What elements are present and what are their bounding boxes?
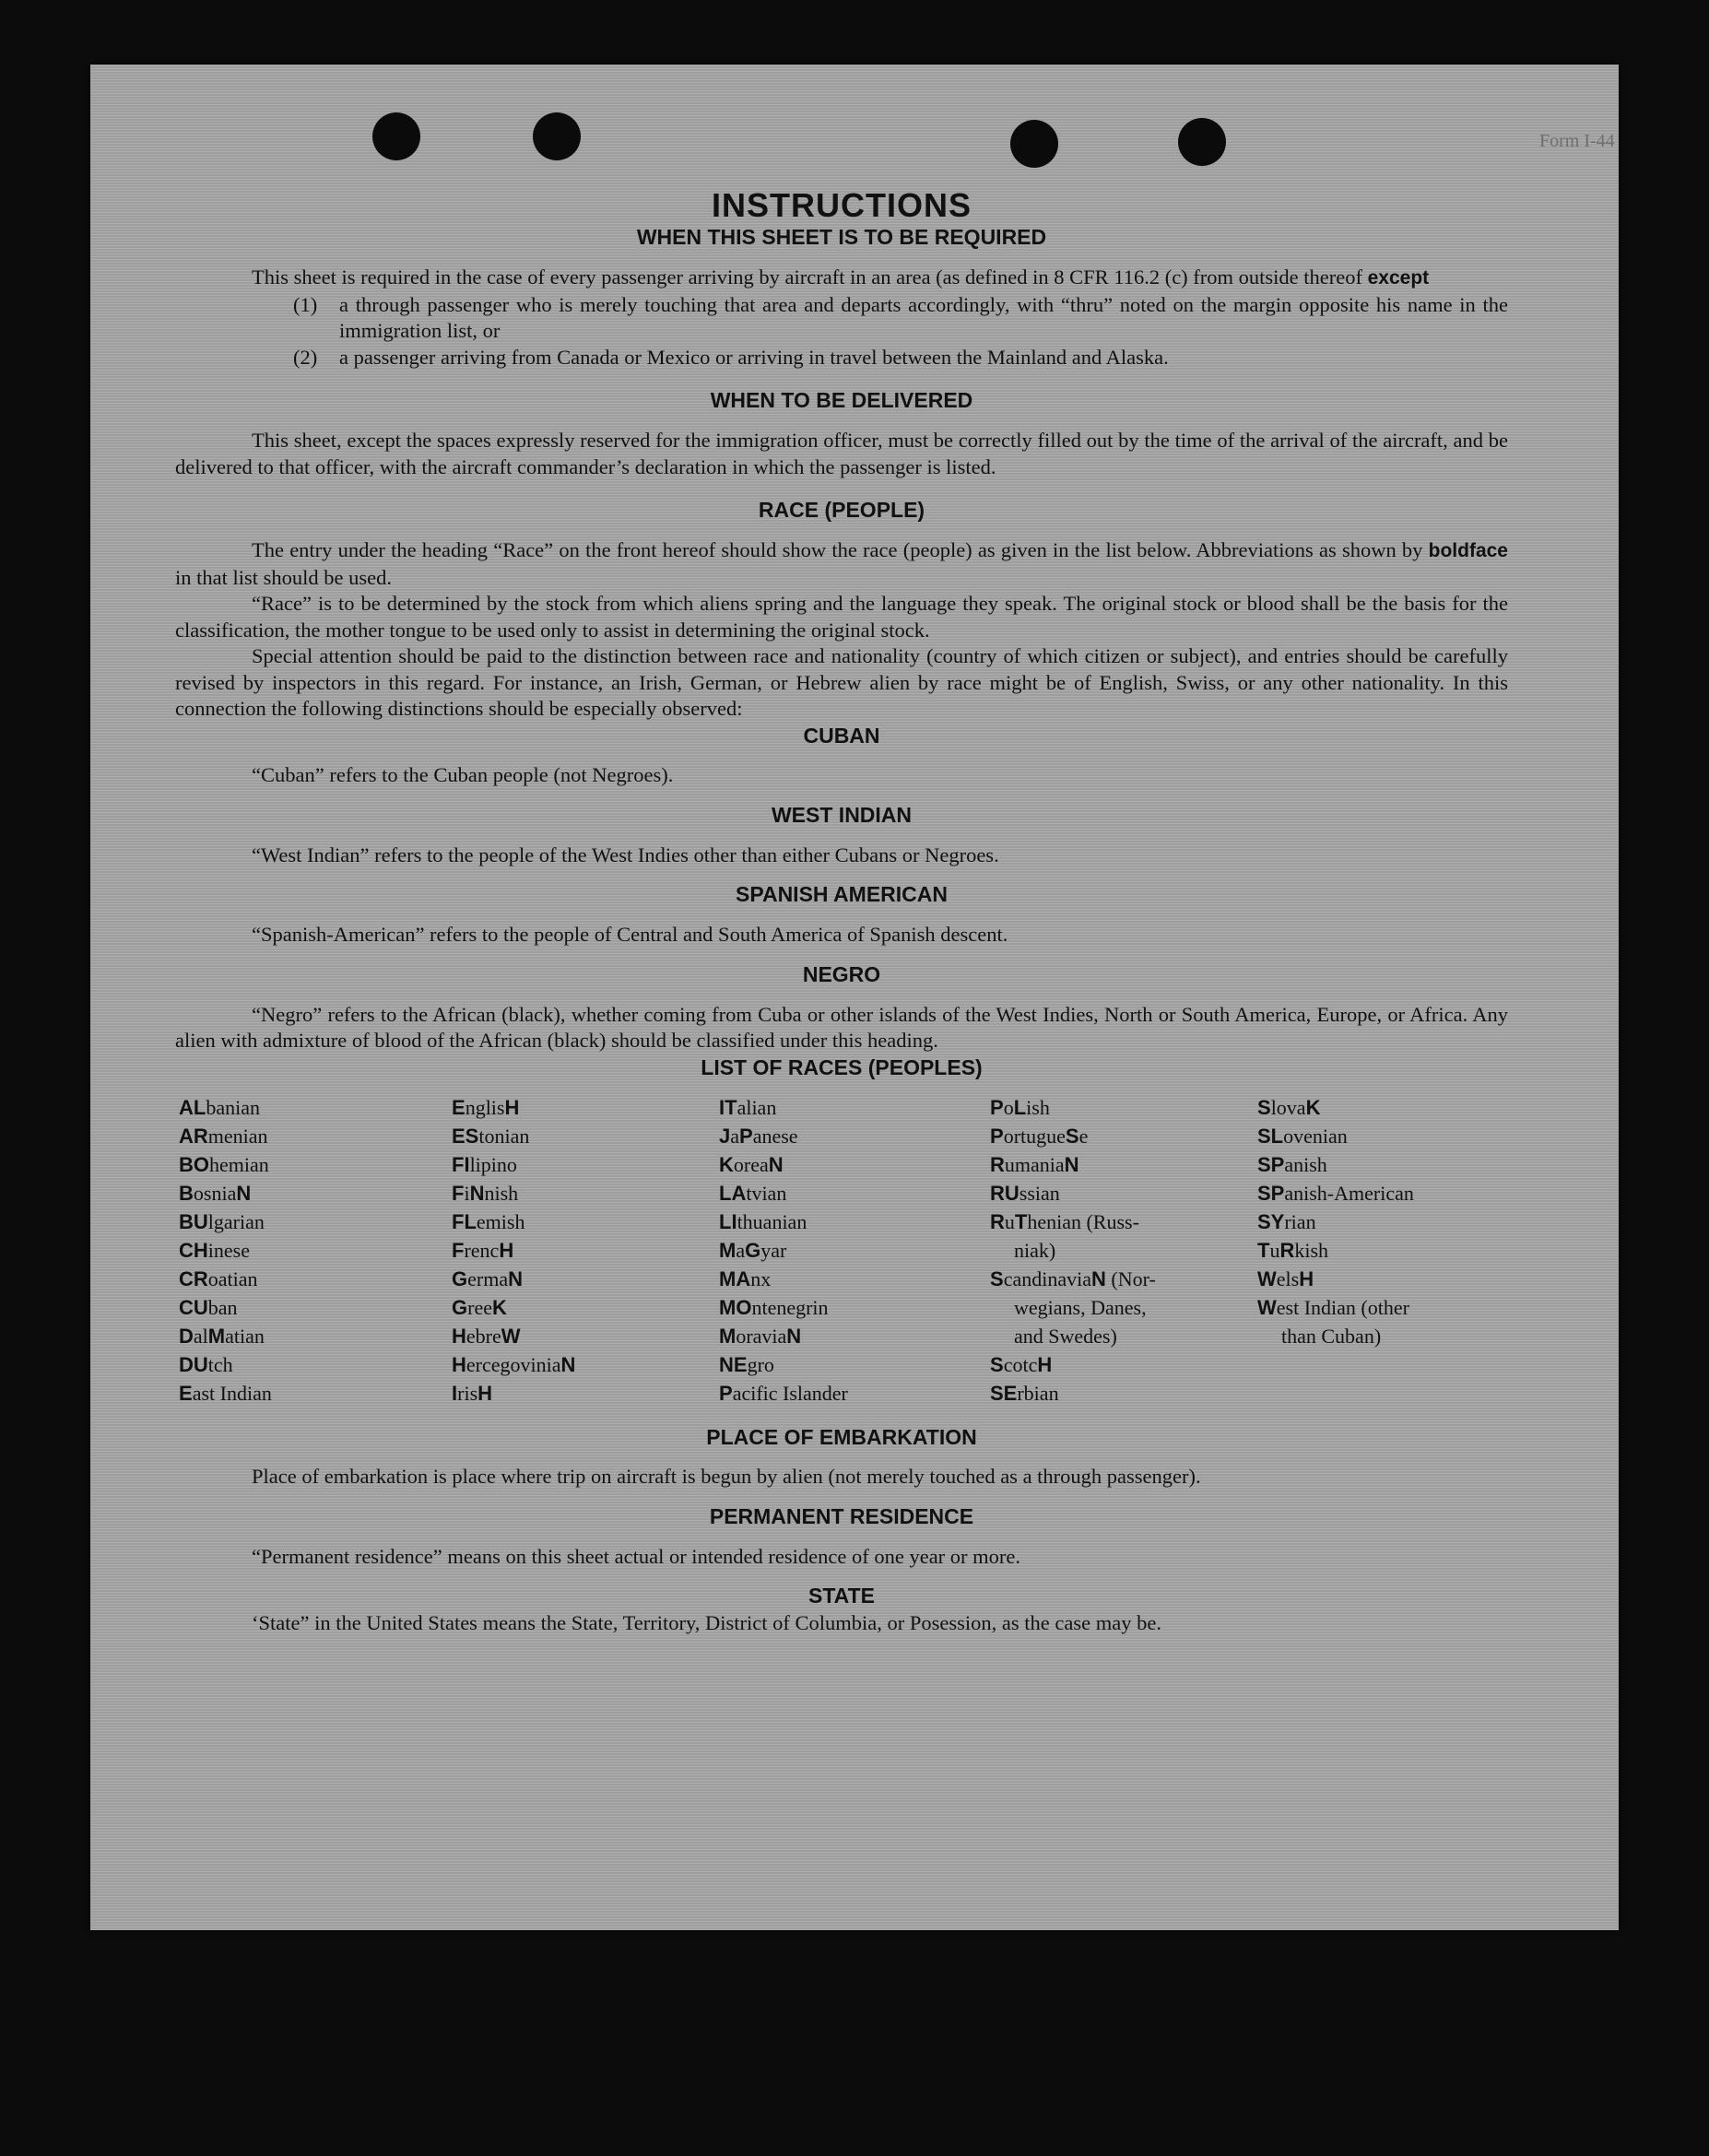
race-entry: RumaniaN [990, 1152, 1079, 1176]
race-entry: EnglisH [452, 1095, 520, 1119]
race-entry: CHinese [179, 1238, 250, 1262]
race-entry: SPanish-American [1257, 1181, 1414, 1205]
punch-hole-2 [533, 112, 581, 160]
race-entry: IrisH [452, 1381, 493, 1405]
heading-state: STATE [808, 1584, 875, 1608]
race-list [175, 1093, 1508, 1408]
race-entry: JaPanese [719, 1124, 798, 1148]
race-entry: ALbanian [179, 1095, 260, 1119]
residence-text: “Permanent residence” means on this sheet actual or intended residence of one year or more. [252, 1544, 1021, 1568]
cuban-text: “Cuban” refers to the Cuban people (not Negroes). [252, 763, 674, 787]
race-entry: FiNnish [452, 1181, 519, 1205]
race-entry: SErbian [990, 1381, 1059, 1405]
race-entry: BosniaN [179, 1181, 252, 1205]
race-entry: MAnx [719, 1267, 772, 1290]
race-paragraph-2: “Race” is to be determined by the stock from which aliens spring and the language they speak. The original stock or blood shall be the basis for the classification, the mother tongue to be used only to assist in determining the original stock. [175, 592, 1508, 642]
race-entry: MaGyar [719, 1238, 787, 1262]
heading-race: RACE (PEOPLE) [758, 498, 925, 523]
race-entry: Pacific Islander [719, 1381, 848, 1405]
race-entry: BOhemian [179, 1152, 269, 1176]
race-entry: BUlgarian [179, 1209, 265, 1233]
race-entry: wegians, Danes, [1014, 1295, 1147, 1319]
heading-when-required: WHEN THIS SHEET IS TO BE REQUIRED [636, 225, 1047, 250]
race-entry: East Indian [179, 1381, 272, 1405]
spanish-american-text: “Spanish-American” refers to the people of Central and South America of Spanish descent. [252, 923, 1008, 947]
required-item-1: (1) a through passenger who is merely touching that area and departs accordingly, with “thru” noted on the margin opposite his name in the immigration list, or [293, 292, 1508, 343]
race-entry: ITalian [719, 1095, 777, 1119]
race-entry: PortugueSe [990, 1124, 1089, 1148]
instructions-content [175, 186, 1508, 1637]
race-entry: SPanish [1257, 1152, 1327, 1176]
heading-list-of-races: LIST OF RACES (PEOPLES) [701, 1054, 983, 1079]
state-text: ‘State” in the United States means the State, Territory, District of Columbia, or Posession, as the case may be. [252, 1611, 1161, 1635]
race-entry: FLemish [452, 1209, 525, 1233]
race-entry: West Indian (other [1257, 1295, 1409, 1319]
race-entry: SlovaK [1257, 1095, 1321, 1119]
required-intro: This sheet is required in the case of every passenger arriving by aircraft in an area (as defined in 8 CFR 116.2 (c) from outside thereof except [252, 265, 1430, 289]
race-entry: SLovenian [1257, 1124, 1348, 1148]
heading-embarkation: PLACE OF EMBARKATION [706, 1424, 977, 1449]
heading-when-delivered: WHEN TO BE DELIVERED [710, 388, 973, 413]
document-sheet [90, 65, 1619, 1930]
form-number: Form I-44 [1539, 131, 1615, 151]
race-entry: FIlipino [452, 1152, 517, 1176]
race-entry: PoLish [990, 1095, 1050, 1119]
heading-cuban: CUBAN [803, 723, 880, 748]
race-paragraph-1: The entry under the heading “Race” on the front hereof should show the race (people) as given in the list below. Abbreviations as shown by boldface in that list should be used. [175, 538, 1508, 589]
race-column-1 [179, 1093, 452, 1408]
race-entry: ARmenian [179, 1124, 268, 1148]
race-entry: HercegoviniaN [452, 1352, 576, 1376]
race-entry: ScandinaviaN (Nor- [990, 1267, 1156, 1290]
race-entry: CUban [179, 1295, 238, 1319]
race-entry: DalMatian [179, 1324, 265, 1348]
heading-negro: NEGRO [802, 961, 881, 986]
race-entry: HebreW [452, 1324, 521, 1348]
race-column-4 [990, 1093, 1257, 1408]
race-entry: NEgro [719, 1352, 774, 1376]
race-column-2 [452, 1093, 719, 1408]
race-entry: CRoatian [179, 1267, 258, 1290]
race-entry: TuRkish [1257, 1238, 1329, 1262]
page-title: INSTRUCTIONS [712, 186, 972, 224]
race-entry: LIthuanian [719, 1209, 807, 1233]
race-entry: ScotcH [990, 1352, 1053, 1376]
race-entry: MoraviaN [719, 1324, 802, 1348]
race-entry: KoreaN [719, 1152, 784, 1176]
delivered-text: This sheet, except the spaces expressly reserved for the immigration officer, must be correctly filled out by the time of the arrival of the aircraft, and be delivered to that officer, with the aircraft commander’s declaration in which the passenger is listed. [175, 429, 1508, 478]
race-entry: WelsH [1257, 1267, 1314, 1290]
west-indian-text: “West Indian” refers to the people of the West Indies other than either Cubans or Negroes. [252, 842, 999, 866]
race-entry: LAtvian [719, 1181, 787, 1205]
punch-hole-4 [1178, 118, 1226, 166]
race-column-5 [1257, 1093, 1506, 1408]
race-column-3 [719, 1093, 990, 1408]
race-entry: MOntenegrin [719, 1295, 829, 1319]
race-entry: and Swedes) [1014, 1324, 1117, 1348]
race-entry: RuThenian (Russ- [990, 1209, 1139, 1233]
required-item-2: (2) a passenger arriving from Canada or Mexico or arriving in travel between the Mainland and Alaska. [293, 345, 1169, 369]
race-entry: FrencH [452, 1238, 514, 1262]
race-entry: GreeK [452, 1295, 507, 1319]
punch-hole-1 [372, 112, 420, 160]
embarkation-text: Place of embarkation is place where trip on aircraft is begun by alien (not merely touched as a through passenger). [252, 1465, 1201, 1489]
except-bold: except [1367, 267, 1430, 289]
negro-text: “Negro” refers to the African (black), whether coming from Cuba or other islands of the West Indies, North or South America, Europe, or Africa. Any alien with admixture of blood of the African (black) should be classified under this heading. [175, 1002, 1508, 1053]
heading-permanent-residence: PERMANENT RESIDENCE [709, 1503, 974, 1528]
race-entry: than Cuban) [1281, 1324, 1382, 1348]
race-entry: RUssian [990, 1181, 1060, 1205]
punch-hole-3 [1010, 120, 1058, 168]
race-entry: EStonian [452, 1124, 530, 1148]
heading-spanish-american: SPANISH AMERICAN [735, 882, 948, 907]
race-entry: niak) [1014, 1238, 1056, 1262]
race-entry: GermaN [452, 1267, 523, 1290]
race-entry: DUtch [179, 1352, 233, 1376]
race-entry: SYrian [1257, 1209, 1316, 1233]
race-paragraph-3: Special attention should be paid to the distinction between race and nationality (country of which citizen or subject), and entries should be carefully revised by inspectors in this regard. For instance, an Irish, German, or Hebrew alien by race might be of English, Swiss, or any other nationality. In this connection the following distinctions should be especially observed: [175, 644, 1508, 721]
heading-west-indian: WEST INDIAN [771, 802, 913, 827]
